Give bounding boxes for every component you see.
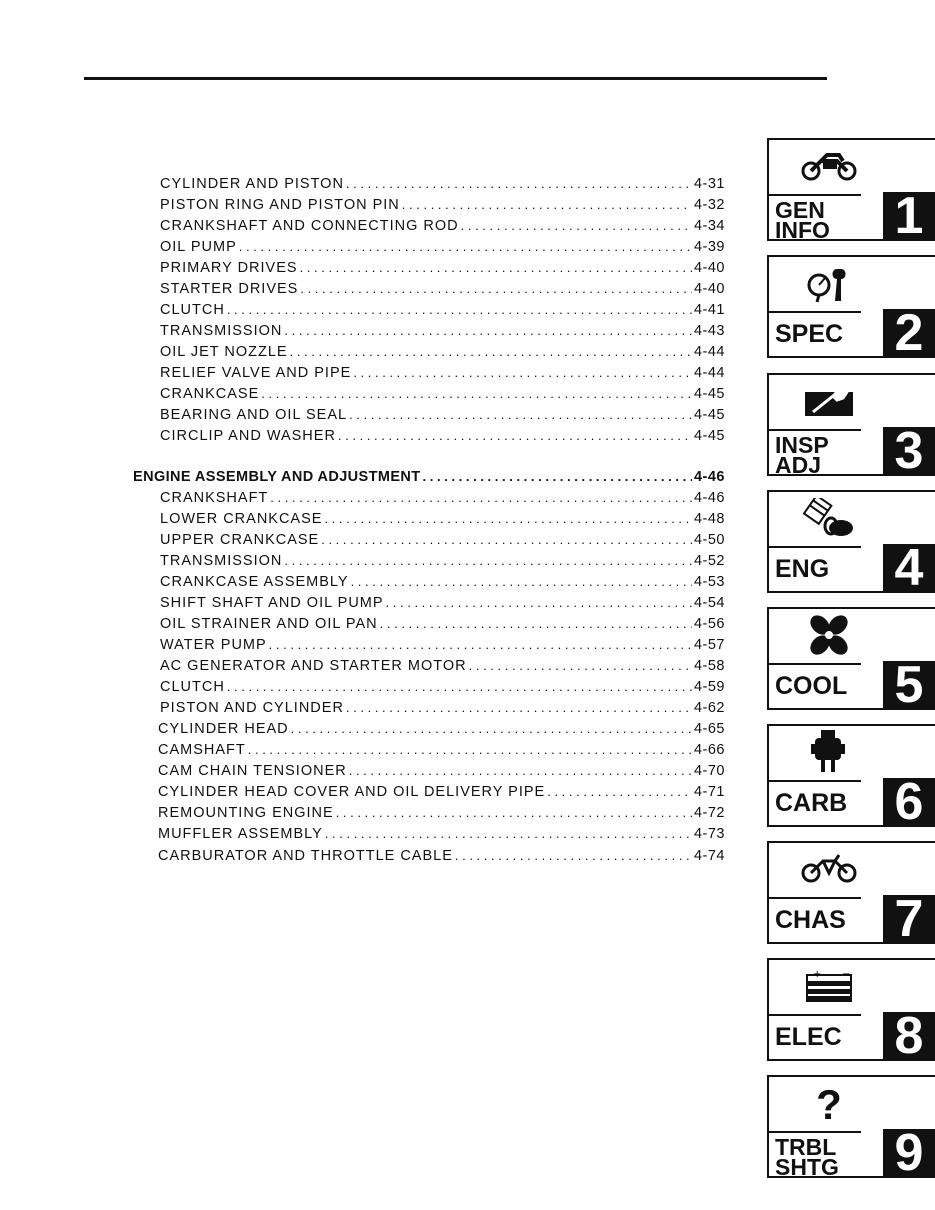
toc-label: CAM CHAIN TENSIONER [158,763,347,779]
dot-leader [349,407,692,423]
tab-abbreviation-line1: TRBL [775,1134,837,1160]
toc-label: TRANSMISSION [160,323,283,339]
toc-entry[interactable] [158,721,725,741]
toc-label: SHIFT SHAFT AND OIL PUMP [160,595,384,611]
toc-page-number: 4-32 [693,197,725,213]
dot-leader [349,763,692,779]
dot-leader [423,469,692,485]
toc-page-number: 4-46 [693,490,725,506]
dot-leader [351,574,692,590]
dot-leader [270,490,692,506]
toc-page-number: 4-59 [693,679,725,695]
toc-entry[interactable] [160,616,725,636]
toc-entry[interactable] [160,679,725,699]
toc-page-number: 4-53 [693,574,725,590]
toc-page-number: 4-44 [693,365,725,381]
section-tab-cool[interactable] [767,607,935,714]
toc-page-number: 4-45 [693,428,725,444]
toc-page-number: 4-41 [693,302,725,318]
tab-section-number: 1 [883,192,935,241]
section-tab-chas[interactable] [767,841,935,948]
section-tab-eng[interactable] [767,490,935,597]
toc-entry[interactable] [158,826,725,846]
toc-entry[interactable] [160,490,725,510]
carburetor-icon [769,728,889,776]
tab-abbreviation-line1: CARB [775,789,848,817]
tab-abbreviation-line1: INSP [775,432,829,458]
tab-abbreviation [769,311,861,356]
tab-abbreviation-line1: SPEC [775,320,844,348]
toc-page-number: 4-72 [693,805,725,821]
tab-abbreviation [769,663,861,708]
toc-heading[interactable] [133,469,725,489]
motorcycle-icon [769,142,889,190]
dot-leader [284,323,692,339]
toc-entry[interactable] [160,176,725,196]
toc-page-number: 4-45 [693,407,725,423]
toc-entry[interactable] [160,595,725,615]
toc-page-number: 4-40 [693,281,725,297]
toc-entry[interactable] [158,805,725,825]
dot-leader [346,700,692,716]
toc-label: CYLINDER HEAD COVER AND OIL DELIVERY PIPE [158,784,546,800]
toc-label: PISTON RING AND PISTON PIN [160,197,400,213]
toc-page-number: 4-62 [693,700,725,716]
engine-piston-icon [769,494,889,542]
svg-text:?: ? [816,1081,842,1125]
toc-entry[interactable] [160,553,725,573]
toc-entry[interactable] [158,848,725,868]
toc-label: LOWER CRANKCASE [160,511,323,527]
tab-abbreviation [769,194,861,243]
toc-label: CLUTCH [160,302,225,318]
svg-text:+: + [813,969,822,980]
section-tab-spec[interactable] [767,255,935,362]
toc-entry[interactable] [158,742,725,762]
dot-leader [284,553,692,569]
toc-label: REMOUNTING ENGINE [158,805,334,821]
tab-abbreviation [769,780,861,825]
toc-page-number: 4-40 [693,260,725,276]
toc-label: RELIEF VALVE AND PIPE [160,365,352,381]
toc-label: PISTON AND CYLINDER [160,700,344,716]
tab-abbreviation-line1: GEN [775,197,825,223]
toc-label: CYLINDER HEAD [158,721,289,737]
bicycle-frame-icon [769,845,889,893]
toc-page-number: 4-31 [693,176,725,192]
dot-leader [261,386,692,402]
top-rule [84,77,827,80]
toc-page-number: 4-58 [693,658,725,674]
toc-label: CRANKCASE ASSEMBLY [160,574,349,590]
dot-leader [324,511,692,527]
fan-icon [769,611,889,659]
tab-section-number: 9 [883,1129,935,1178]
toc-entry[interactable] [160,260,725,280]
tab-section-number: 2 [883,309,935,358]
toc-entry[interactable] [160,428,725,448]
toc-label: UPPER CRANKCASE [160,532,320,548]
toc-entry[interactable] [160,281,725,301]
dot-leader [353,365,692,381]
toc-page-number: 4-73 [693,826,725,842]
dot-leader [227,302,692,318]
toc-label: CRANKSHAFT [160,490,269,506]
dot-leader [291,721,692,737]
toc-label: OIL PUMP [160,239,237,255]
toc-label: OIL JET NOZZLE [160,344,288,360]
tab-section-number: 4 [883,544,935,593]
toc-page-number: 4-50 [693,532,725,548]
dot-leader [300,260,692,276]
toc-page-number: 4-34 [693,218,725,234]
toc-page-number: 4-46 [693,469,725,485]
tab-abbreviation-line2: ADJ [775,452,822,478]
tab-abbreviation [769,1131,861,1180]
tab-abbreviation-line2: SHTG [775,1154,839,1180]
toc-label: TRANSMISSION [160,553,283,569]
dot-leader [269,637,692,653]
dot-leader [469,658,692,674]
toc-page-number: 4-71 [693,784,725,800]
toc-label: CLUTCH [160,679,225,695]
toc-page-number: 4-74 [693,848,725,864]
toc-page-number: 4-44 [693,344,725,360]
dot-leader [547,784,692,800]
toc-entry[interactable] [160,658,725,678]
dot-leader [455,848,692,864]
toc-entry[interactable] [160,407,725,427]
toc-entry[interactable] [160,197,725,217]
wrench-icon [769,377,889,425]
section-tab-carb[interactable] [767,724,935,831]
toc-label: MUFFLER ASSEMBLY [158,826,323,842]
dot-leader [325,826,692,842]
tab-abbreviation [769,546,861,591]
toc-page-number: 4-48 [693,511,725,527]
toc-label: STARTER DRIVES [160,281,299,297]
tab-abbreviation [769,1014,861,1059]
toc-entry[interactable] [160,365,725,385]
dot-leader [380,616,692,632]
tab-abbreviation [769,897,861,942]
tab-abbreviation [769,429,861,478]
toc-entry[interactable] [160,302,725,322]
toc-label: CYLINDER AND PISTON [160,176,344,192]
toc-entry[interactable] [160,344,725,364]
toc-entry[interactable] [158,784,725,804]
dot-leader [338,428,692,444]
dot-leader [248,742,692,758]
dot-leader [227,679,692,695]
svg-text:−: − [842,969,851,980]
battery-icon [769,962,889,1010]
tab-section-number: 3 [883,427,935,476]
toc-label: BEARING AND OIL SEAL [160,407,348,423]
dot-leader [321,532,692,548]
section-tab-elec[interactable] [767,958,935,1065]
toc-page-number: 4-56 [693,616,725,632]
dot-leader [386,595,692,611]
dot-leader [300,281,692,297]
toc-entry[interactable] [160,700,725,720]
toc-label: ENGINE ASSEMBLY AND ADJUSTMENT [133,469,421,485]
section-tab-gen[interactable] [767,138,935,245]
toc-label: PRIMARY DRIVES [160,260,298,276]
tab-abbreviation-line1: ELEC [775,1023,842,1051]
toc-entry[interactable] [160,637,725,657]
toc-page-number: 4-39 [693,239,725,255]
toc-entry[interactable] [160,386,725,406]
toc-entry[interactable] [160,532,725,552]
toc-page-number: 4-66 [693,742,725,758]
toc-entry[interactable] [160,511,725,531]
dot-leader [336,805,692,821]
toc-label: CRANKSHAFT AND CONNECTING ROD [160,218,459,234]
tab-abbreviation-line1: CHAS [775,906,846,934]
toc-label: AC GENERATOR AND STARTER MOTOR [160,658,467,674]
toc-page-number: 4-65 [693,721,725,737]
toc-label: CARBURATOR AND THROTTLE CABLE [158,848,453,864]
toc-entry[interactable] [158,763,725,783]
toc-page-number: 4-70 [693,763,725,779]
tab-section-number: 7 [883,895,935,944]
toc-page-number: 4-43 [693,323,725,339]
tab-abbreviation-line2: INFO [775,217,830,243]
toc-label: CRANKCASE [160,386,260,402]
section-tab-insp[interactable] [767,373,935,480]
tab-section-number: 6 [883,778,935,827]
dot-leader [402,197,692,213]
tab-abbreviation-line1: ENG [775,555,830,583]
toc-label: OIL STRAINER AND OIL PAN [160,616,378,632]
tab-section-number: 5 [883,661,935,710]
toc-page-number: 4-54 [693,595,725,611]
question-mark-icon [769,1079,889,1127]
toc-entry[interactable] [160,218,725,238]
toc-entry[interactable] [160,323,725,343]
dot-leader [239,239,692,255]
section-tab-trbl[interactable] [767,1075,935,1182]
dot-leader [290,344,692,360]
toc-page-number: 4-45 [693,386,725,402]
dot-leader [461,218,692,234]
tab-section-number: 8 [883,1012,935,1061]
toc-page-number: 4-57 [693,637,725,653]
dot-leader [346,176,692,192]
toc-label: WATER PUMP [160,637,267,653]
toc-label: CIRCLIP AND WASHER [160,428,336,444]
toc-entry[interactable] [160,239,725,259]
tab-abbreviation-line1: COOL [775,672,848,700]
toc-label: CAMSHAFT [158,742,246,758]
toc-page-number: 4-52 [693,553,725,569]
gauge-tools-icon [769,259,889,307]
toc-entry[interactable] [160,574,725,594]
